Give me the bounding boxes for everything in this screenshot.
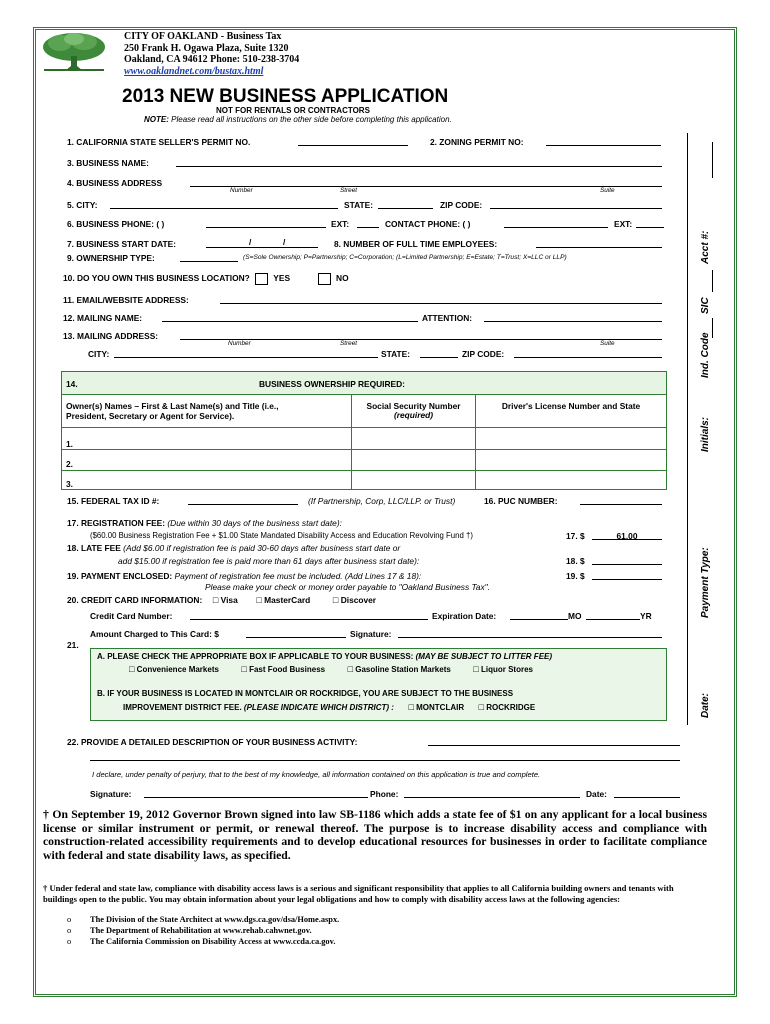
own-location-yes-checkbox[interactable] xyxy=(255,273,268,285)
registration-fee-detail: ($60.00 Business Registration Fee + $1.00 State Mandated Disability Access and Education Revolving Fund †) xyxy=(90,531,473,540)
field-4-label: 4. BUSINESS ADDRESS xyxy=(67,178,163,188)
bullet-icon: o xyxy=(67,926,72,935)
date-slash-1: / xyxy=(249,237,252,247)
payment-payable-note: Please make your check or money order payable to "Oakland Business Tax". xyxy=(205,582,490,592)
visa-checkbox[interactable]: □ xyxy=(212,595,219,605)
puc-number-input[interactable] xyxy=(580,504,662,505)
sidebar-initials-label: Initials: xyxy=(700,416,711,452)
field-3-label: 3. BUSINESS NAME: xyxy=(67,158,149,168)
agency-item xyxy=(67,914,339,925)
field-10-question xyxy=(63,273,349,285)
sign-signature-label: Signature: xyxy=(90,789,132,799)
ownership-table xyxy=(61,371,667,490)
field-15-label: 15. FEDERAL TAX ID #: xyxy=(67,496,160,506)
sign-date-label: Date: xyxy=(586,789,607,799)
ownership-col-ssn-required: (required) xyxy=(393,410,434,420)
disability-law-notice: † Under federal and state law, compliance with disability access laws is a serious and significant responsibility that applies to all California building owners and tenants with buildings open to the public. You may obtain information about your legal obligations and how to comply with disability access laws at the following agencies: xyxy=(43,883,674,904)
field-20-row xyxy=(67,595,376,605)
employees-input[interactable] xyxy=(536,247,662,248)
credit-card-label: 20. CREDIT CARD INFORMATION: xyxy=(67,595,203,605)
sidebar-acct-label: Acct #: xyxy=(700,230,711,264)
cc-number-label: Credit Card Number: xyxy=(90,611,173,621)
sidebar-date-label: Date: xyxy=(700,692,711,718)
ownership-col-license: Driver's License Number and State xyxy=(501,401,641,411)
business-address-input[interactable] xyxy=(190,186,662,187)
section-21a-options xyxy=(129,664,533,674)
expiration-label: Expiration Date: xyxy=(432,611,497,621)
agency-item xyxy=(67,925,339,936)
sic-line-top[interactable] xyxy=(712,270,713,292)
agency-dsa: The Division of the State Architect at www.dgs.ca.gov/dsa/Home.aspx. xyxy=(90,915,340,924)
contact-ext-input[interactable] xyxy=(636,227,664,228)
header-phone: Oakland, CA 94612 Phone: 510-238-3704 xyxy=(124,54,300,65)
field-12-label: 12. MAILING NAME: xyxy=(63,313,143,323)
date-slash-2: / xyxy=(283,237,286,247)
late-fee-note-2: add $15.00 if registration fee is paid more than 61 days after business start date): xyxy=(118,556,420,566)
section-21-box xyxy=(90,648,667,721)
sidebar-indcode-label: Ind. Code xyxy=(700,332,711,378)
cc-number-input[interactable] xyxy=(190,619,428,620)
section-21a xyxy=(97,652,552,661)
payment-enclosed-note: Payment of registration fee must be included. (Add Lines 17 & 18): xyxy=(174,571,422,581)
mailing-name-input[interactable] xyxy=(162,321,418,322)
ownership-row-2[interactable]: 2. xyxy=(66,459,73,469)
sign-phone-label: Phone: xyxy=(370,789,399,799)
oak-tree-logo xyxy=(40,30,108,72)
field-13-zip-label: ZIP CODE: xyxy=(462,349,505,359)
late-fee-input[interactable] xyxy=(592,564,662,565)
business-phone-input[interactable] xyxy=(206,227,326,228)
business-activity-input-2[interactable] xyxy=(90,760,680,761)
field-17-amount-label: 17. $ xyxy=(566,531,585,541)
section-21b-text-1: B. IF YOUR BUSINESS IS LOCATED IN MONTCLAIR OR ROCKRIDGE, YOU ARE SUBJECT TO THE BUSINESS xyxy=(97,689,514,698)
mailing-state-input[interactable] xyxy=(420,357,458,358)
discover-label: Discover xyxy=(340,595,377,605)
liquor-stores-label: Liquor Stores xyxy=(480,665,533,674)
note-label: NOTE: xyxy=(144,115,169,124)
sidebar-sic-label: SIC xyxy=(700,297,711,314)
payment-enclosed-input[interactable] xyxy=(592,579,662,580)
note-text: Please read all instructions on the other side before completing this application. xyxy=(171,115,452,124)
contact-phone-input[interactable] xyxy=(504,227,608,228)
mailing-zip-input[interactable] xyxy=(514,357,662,358)
late-fee-note-1: (Add $6.00 if registration fee is paid 30-60 days after business start date or xyxy=(123,543,401,553)
gasoline-station-checkbox[interactable]: □ xyxy=(347,664,353,674)
ownership-heading: BUSINESS OWNERSHIP REQUIRED: xyxy=(259,379,405,389)
ownership-type-input[interactable] xyxy=(180,261,238,262)
section-21b-text-2: IMPROVEMENT DISTRICT FEE. xyxy=(123,703,242,712)
start-date-input[interactable] xyxy=(206,247,318,248)
own-location-no-checkbox[interactable] xyxy=(318,273,331,285)
header-city: CITY OF OAKLAND - Business Tax xyxy=(124,31,282,42)
rockridge-label: ROCKRIDGE xyxy=(486,703,536,712)
field-5-zip-label: ZIP CODE: xyxy=(440,200,483,210)
agency-item xyxy=(67,936,339,947)
field-18-amount-label: 18. $ xyxy=(566,556,585,566)
disability-fee-notice: † On September 19, 2012 Governor Brown signed into law SB-1186 which adds a state fee of $1 on any applicant for a local business license or similar instrument or permit, or renewal thereof. The purpose is to increase disability access and compliance with construction-related accessibility requirements and to develop educational resources for businesses in order to facilitate compliance with federal and state disability laws, as specified. xyxy=(43,808,707,862)
header-block xyxy=(124,31,299,77)
ownership-number: 14. xyxy=(66,379,78,389)
zoning-permit-input[interactable] xyxy=(546,145,661,146)
field-5-state-label: STATE: xyxy=(344,200,373,210)
discover-checkbox[interactable]: □ xyxy=(332,595,339,605)
mastercard-checkbox[interactable]: □ xyxy=(256,595,262,605)
business-activity-input[interactable] xyxy=(428,745,680,746)
montclair-checkbox[interactable]: □ xyxy=(408,702,414,712)
ownership-col-ssn: Social Security Number xyxy=(366,401,461,411)
sic-line[interactable] xyxy=(712,318,713,338)
sidebar-divider xyxy=(687,133,688,725)
mailing-city-input[interactable] xyxy=(114,357,378,358)
yes-label: YES xyxy=(273,273,291,284)
no-label: NO xyxy=(336,273,349,284)
visa-label: Visa xyxy=(220,595,238,605)
acct-line[interactable] xyxy=(712,142,713,178)
late-fee-label: 18. LATE FEE xyxy=(67,543,121,553)
field-9-label: 9. OWNERSHIP TYPE: xyxy=(67,253,155,263)
fast-food-checkbox[interactable]: □ xyxy=(241,664,247,674)
field-6-ext2-label: EXT: xyxy=(614,219,633,229)
addr-suite-hint: Suite xyxy=(600,187,615,194)
declaration: I declare, under penalty of perjury, that to the best of my knowledge, all information contained on this application is true and complete. xyxy=(92,770,541,779)
payment-enclosed-label: 19. PAYMENT ENCLOSED: xyxy=(67,571,173,581)
section-21a-note: (MAY BE SUBJECT TO LITTER FEE) xyxy=(415,652,553,661)
mail-street-hint: Street xyxy=(340,340,358,347)
field-8-label: 8. NUMBER OF FULL TIME EMPLOYEES: xyxy=(334,239,498,249)
field-15-note: (If Partnership, Corp, LLC/LLP. or Trust) xyxy=(308,496,456,506)
registration-fee-value: 61.00 xyxy=(616,531,638,541)
applicant-signature-input[interactable] xyxy=(144,797,368,798)
ownership-row-1[interactable]: 1. xyxy=(66,439,73,449)
city-input[interactable] xyxy=(110,208,338,209)
header-address: 250 Frank H. Ogawa Plaza, Suite 1320 xyxy=(124,42,289,54)
field-11-label: 11. EMAIL/WEBSITE ADDRESS: xyxy=(63,295,189,305)
field-12-attention-label: ATTENTION: xyxy=(422,313,473,323)
bullet-icon: o xyxy=(67,915,72,924)
fast-food-label: Fast Food Business xyxy=(249,665,326,674)
field-19-label xyxy=(67,571,421,581)
bullet-icon: o xyxy=(67,937,72,946)
field-7-label: 7. BUSINESS START DATE: xyxy=(67,239,177,249)
field-16-label: 16. PUC NUMBER: xyxy=(484,496,558,506)
applicant-date-input[interactable] xyxy=(614,797,680,798)
field-19-amount-label: 19. $ xyxy=(566,571,585,581)
cc-signature-label: Signature: xyxy=(350,629,392,639)
registration-fee-label: 17. REGISTRATION FEE: xyxy=(67,518,166,528)
field-6-contact-label: CONTACT PHONE: ( ) xyxy=(385,219,471,229)
field-18-label xyxy=(67,543,400,553)
field-5-city-label: 5. CITY: xyxy=(67,200,98,210)
attention-input[interactable] xyxy=(484,321,662,322)
exp-month-input[interactable] xyxy=(510,619,568,620)
ownership-row-3[interactable]: 3. xyxy=(66,479,73,489)
convenience-markets-checkbox[interactable]: □ xyxy=(129,664,135,674)
mail-number-hint: Number xyxy=(228,340,251,347)
phone-ext-input[interactable] xyxy=(357,227,379,228)
amount-charged-label: Amount Charged to This Card: $ xyxy=(90,629,219,639)
field-6-ext-label: EXT: xyxy=(331,219,350,229)
field-1-label: 1. CALIFORNIA STATE SELLER'S PERMIT NO. xyxy=(67,137,251,147)
applicant-phone-input[interactable] xyxy=(404,797,580,798)
page-title: 2013 NEW BUSINESS APPLICATION xyxy=(122,86,449,107)
zip-input[interactable] xyxy=(490,208,662,209)
sellers-permit-input[interactable] xyxy=(298,145,408,146)
section-21b-note: (PLEASE INDICATE WHICH DISTRICT) : xyxy=(243,703,394,712)
rockridge-checkbox[interactable]: □ xyxy=(478,702,485,712)
field-13-state-label: STATE: xyxy=(381,349,410,359)
section-21a-text: A. PLEASE CHECK THE APPROPRIATE BOX IF APPLICABLE TO YOUR BUSINESS: xyxy=(97,652,414,661)
field-6-phone-label: 6. BUSINESS PHONE: ( ) xyxy=(67,219,165,229)
exp-yr-label: YR xyxy=(640,611,652,621)
ownership-type-note: (S=Sole Ownership; P=Partnership; C=Corporation; (L=Limited Partnership; E=Estate; T=Trust; X=LLC or LLP) xyxy=(243,254,567,261)
subtitle: NOT FOR RENTALS OR CONTRACTORS xyxy=(216,106,370,115)
state-input[interactable] xyxy=(378,208,433,209)
field-10-label: 10. DO YOU OWN THIS BUSINESS LOCATION? xyxy=(63,273,250,284)
field-17-label xyxy=(67,518,342,528)
addr-street-hint: Street xyxy=(340,187,358,194)
field-22-label: 22. PROVIDE A DETAILED DESCRIPTION OF YOUR BUSINESS ACTIVITY: xyxy=(67,737,358,747)
field-13-label: 13. MAILING ADDRESS: xyxy=(63,331,159,341)
agency-ccda: The California Commission on Disability Access at www.ccda.ca.gov. xyxy=(90,937,336,946)
sidebar-payment-label: Payment Type: xyxy=(700,547,711,618)
exp-year-input[interactable] xyxy=(586,619,640,620)
amount-charged-input[interactable] xyxy=(246,637,346,638)
ownership-col-names: Owner(s) Names – First & Last Name(s) and Title (i.e., President, Secretary or Agent for Service). xyxy=(66,401,279,421)
montclair-label: MONTCLAIR xyxy=(416,703,465,712)
mailing-address-input[interactable] xyxy=(180,339,662,340)
mail-suite-hint: Suite xyxy=(600,340,615,347)
field-13-city-label: CITY: xyxy=(88,349,110,359)
agency-list xyxy=(67,914,339,947)
field-2-label: 2. ZONING PERMIT NO: xyxy=(430,137,524,147)
cc-signature-input[interactable] xyxy=(398,637,662,638)
registration-fee-note: (Due within 30 days of the business start date): xyxy=(167,518,342,528)
email-website-input[interactable] xyxy=(220,303,662,304)
mastercard-label: MasterCard xyxy=(264,595,311,605)
liquor-stores-checkbox[interactable]: □ xyxy=(473,664,479,674)
header-url-link[interactable]: www.oaklandnet.com/bustax.html xyxy=(124,65,264,77)
federal-tax-id-input[interactable] xyxy=(188,504,298,505)
gasoline-station-label: Gasoline Station Markets xyxy=(355,665,451,674)
section-21b-row xyxy=(123,702,535,712)
convenience-markets-label: Convenience Markets xyxy=(136,665,219,674)
agency-rehab: The Department of Rehabilitation at www.rehab.cahwnet.gov. xyxy=(90,926,312,935)
note xyxy=(144,115,452,124)
addr-number-hint: Number xyxy=(230,187,253,194)
business-name-input[interactable] xyxy=(176,166,662,167)
exp-mo-label: MO xyxy=(568,611,582,621)
field-21-label: 21. xyxy=(67,640,79,650)
